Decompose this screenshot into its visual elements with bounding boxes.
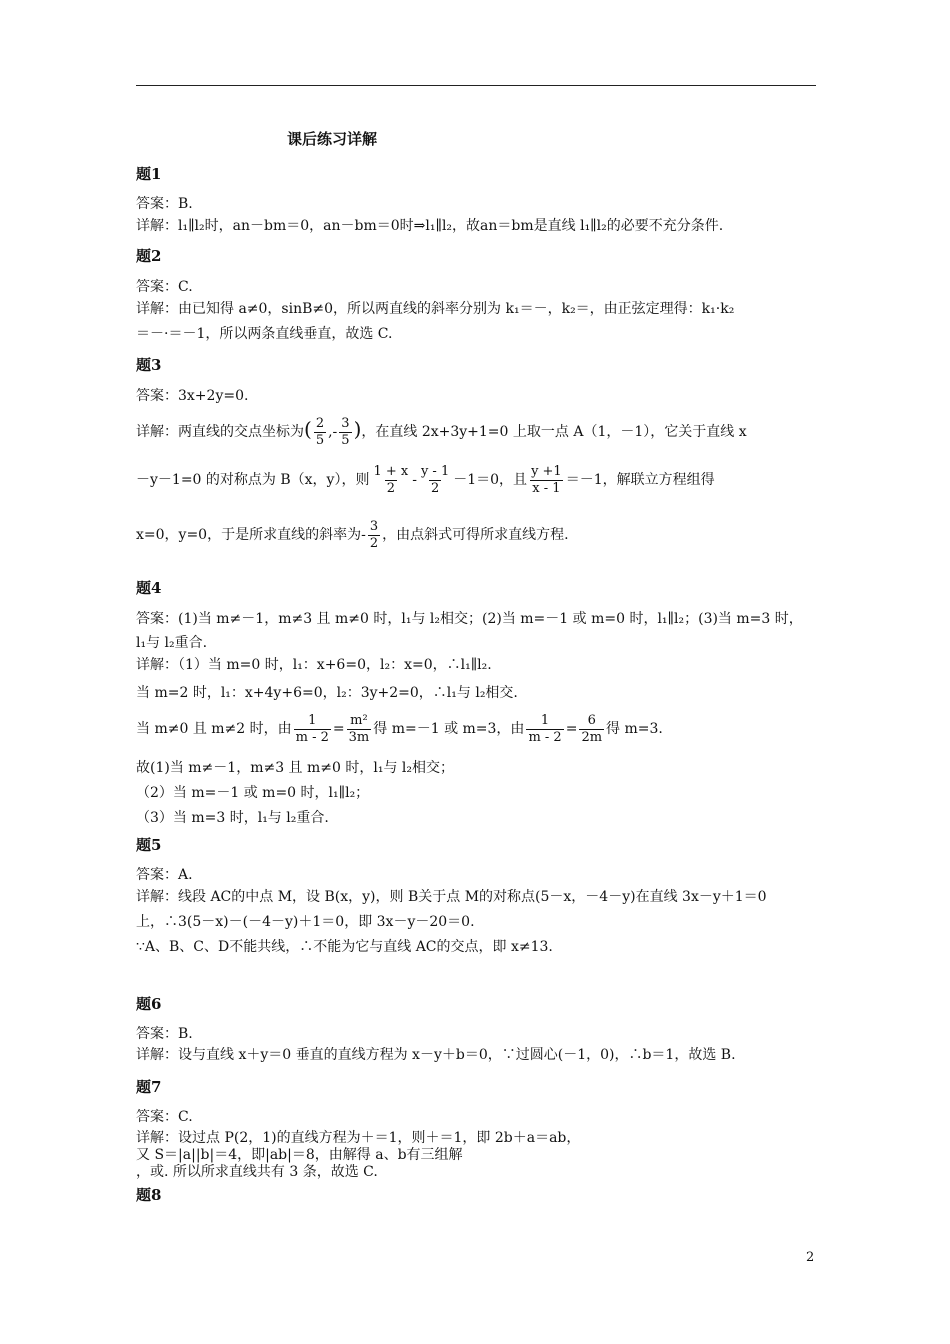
numerator: 3 — [341, 415, 350, 431]
fraction — [371, 464, 410, 497]
q3-detail-3: x=0，y=0，于是所求直线的斜率为- $\frac{3}{2}$ ，由点斜式可得所求直线方程. — [136, 518, 569, 551]
q1-detail: 详解：l₁∥l₂时，an－bm＝0，an－bm＝0时⇒l₁∥l₂，故an＝bm是直线 l₁∥l₂的必要不充分条件. — [136, 218, 724, 234]
numerator: 3 — [369, 518, 379, 534]
fraction — [368, 519, 380, 552]
q4-detail-6: （3）当 m=3 时，l₁与 l₂重合. — [136, 810, 329, 826]
q4-detail-1: 详解：（1）当 m=0 时，l₁：x+6=0，l₂：x=0，∴l₁∥l₂. — [136, 657, 492, 673]
numerator: 2 — [315, 415, 325, 431]
q3-answer: 答案：3x+2y=0. — [136, 388, 249, 404]
numerator: 1 — [540, 712, 550, 728]
q4-detail-3: 当 m≠0 且 m≠2 时，由 $\frac{1}{m - 2}$ = $\frac{\text{m²}}{3m}$ 得 m=－1 或 m=3，由 $\frac{1}{m - 2}$ = $\frac{6}{2m}$ 得 m=3. — [136, 712, 663, 745]
denominator: 5 — [341, 432, 350, 448]
q7-answer: 答案：C. — [136, 1109, 193, 1125]
q4-detail-5: （2）当 m=－1 或 m=0 时，l₁∥l₂； — [136, 785, 370, 801]
numerator: y - 1 — [420, 463, 450, 479]
fraction — [419, 464, 451, 497]
denominator: 5 — [315, 432, 325, 448]
q6-answer: 答案：B. — [136, 1026, 193, 1042]
top-rule — [136, 85, 816, 86]
q1-answer: 答案：B. — [136, 196, 193, 212]
denominator: m - 2 — [528, 729, 562, 745]
denominator: 2 — [386, 480, 395, 496]
fraction — [339, 416, 351, 449]
q3-text: ，由点斜式可得所求直线方程. — [382, 527, 569, 543]
denominator: 2 — [369, 535, 379, 551]
numerator: y +1 — [531, 463, 562, 479]
paren: ) — [353, 417, 362, 441]
q5-detail-3: ∵A、B、C、D不能共线，∴不能为它与直线 AC的交点，即 x≠13. — [136, 939, 553, 955]
numerator: m² — [350, 712, 368, 728]
q7-detail-2: 又 S＝|a||b|＝4，即|ab|＝8，由解得 a、b有三组解 — [136, 1147, 463, 1163]
question-3-label: 题3 — [136, 356, 162, 374]
q7-detail-1: 详解：设过点 P(2，1)的直线方程为＋＝1，则＋＝1，即 2b＋a＝ab， — [136, 1130, 581, 1146]
question-4-label: 题4 — [136, 579, 162, 597]
denominator: x - 1 — [532, 480, 561, 496]
question-5-label: 题5 — [136, 836, 162, 854]
fraction — [529, 464, 564, 497]
q5-detail-2: 上，∴3(5－x)－(－4－y)＋1＝0，即 3x－y－20＝0. — [136, 914, 475, 930]
question-7-label: 题7 — [136, 1078, 162, 1096]
q4-text: 当 m≠0 且 m≠2 时，由 — [136, 721, 292, 737]
q4-text: 得 m=－1 或 m=3，由 — [373, 721, 525, 737]
fraction — [294, 713, 331, 746]
numerator: 1 + x — [373, 463, 409, 479]
q6-detail: 详解：设与直线 x＋y＝0 垂直的直线方程为 x－y＋b＝0，∵过圆心(－1，0)，∴b＝1，故选 B. — [136, 1047, 736, 1063]
q3-text: －1＝0，且 — [453, 472, 528, 488]
paren: ( — [304, 417, 312, 441]
q7-detail-3: ，或. 所以所求直线共有 3 条，故选 C. — [136, 1164, 378, 1180]
page-title: 课后练习详解 — [287, 130, 378, 148]
q3-text: －y－1=0 的对称点为 B（x，y），则 — [136, 472, 370, 488]
denominator: m - 2 — [295, 729, 329, 745]
fraction — [314, 416, 326, 449]
numerator: 6 — [587, 712, 596, 728]
q3-text: 详解：两直线的交点坐标为 — [136, 424, 304, 440]
denominator: 2m — [581, 729, 603, 745]
question-8-label: 题8 — [136, 1186, 162, 1204]
page-number: 2 — [806, 1250, 815, 1265]
q4-detail-4: 故(1)当 m≠－1，m≠3 且 m≠0 时，l₁与 l₂相交； — [136, 760, 455, 776]
q3-text: x=0，y=0，于是所求直线的斜率为 — [136, 527, 362, 543]
question-1-label: 题1 — [136, 165, 162, 183]
q4-answer-1: 答案：(1)当 m≠－1，m≠3 且 m≠0 时，l₁与 l₂相交；(2)当 m=－1 或 m=0 时，l₁∥l₂；(3)当 m=3 时， — [136, 611, 803, 627]
q3-text: ＝－1，解联立方程组得 — [565, 472, 715, 488]
question-6-label: 题6 — [136, 995, 162, 1013]
numerator: 1 — [308, 712, 317, 728]
fraction — [526, 713, 563, 746]
q4-detail-2: 当 m=2 时，l₁：x+4y+6=0，l₂：3y+2=0，∴l₁与 l₂相交. — [136, 685, 518, 701]
q5-detail-1: 详解：线段 AC的中点 M，设 B(x，y)，则 B关于点 M的对称点(5－x，－4－y)在直线 3x－y＋1＝0 — [136, 889, 767, 905]
fraction — [579, 713, 604, 746]
q3-detail-1: 详解：两直线的交点坐标为( $\frac{2}{5}$ ,- $\frac{3}{5}$ )，在直线 2x+3y+1=0 上取一点 A（1，－1），它关于直线 x — [136, 415, 747, 448]
denominator: 3m — [348, 729, 370, 745]
q4-answer-2: l₁与 l₂重合. — [136, 635, 208, 651]
denominator: 2 — [430, 480, 440, 496]
question-2-label: 题2 — [136, 247, 162, 265]
q3-text: ，在直线 2x+3y+1=0 上取一点 A（1，－1），它关于直线 x — [361, 424, 747, 440]
q4-text: 得 m=3. — [606, 721, 663, 737]
q2-detail-1: 详解：由已知得 a≠0，sinB≠0，所以两直线的斜率分别为 k₁＝－，k₂＝，由正弦定理得：k₁·k₂ — [136, 301, 735, 317]
fraction — [347, 713, 372, 746]
q3-detail-2: －y－1=0 的对称点为 B（x，y），则 $\frac{1 + x}{2}$ - $\frac{y - 1}{2}$ －1＝0，且 $\frac{y +1}{x - 1}$ ＝－1，解联立方程组得 — [136, 463, 715, 496]
q2-answer: 答案：C. — [136, 279, 193, 295]
q5-answer: 答案：A. — [136, 867, 193, 883]
q2-detail-2: ＝－·＝－1，所以两条直线垂直，故选 C. — [136, 326, 393, 342]
